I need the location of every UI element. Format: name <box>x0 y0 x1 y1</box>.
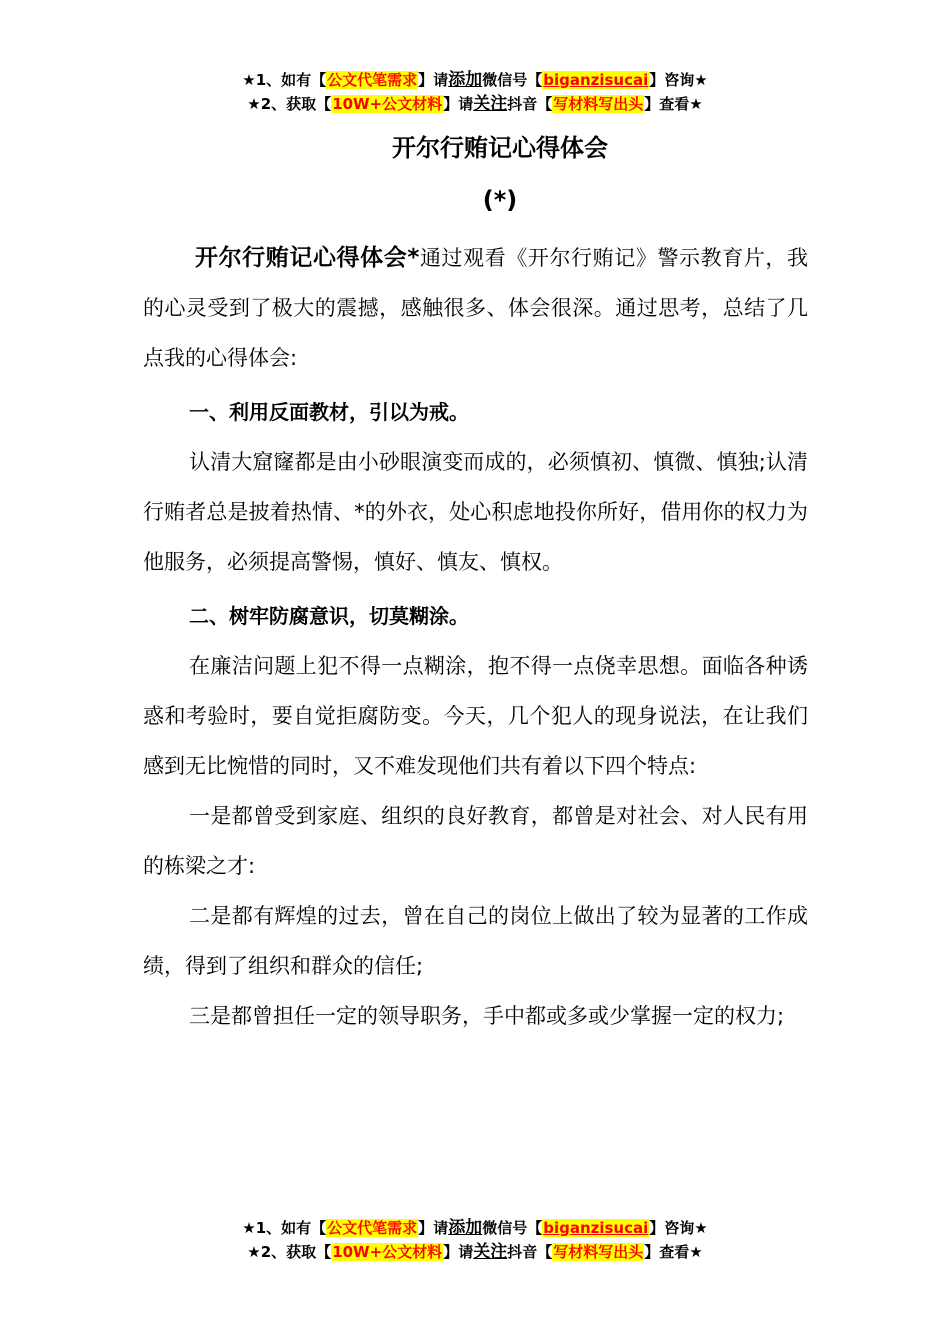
header-ad <box>0 68 950 116</box>
ad-wechat-id: biganzisucai <box>543 1219 649 1237</box>
ad-highlight: 公文代笔需求 <box>327 71 418 89</box>
document-title: 开尔行贿记心得体会 <box>392 134 608 162</box>
lead-bold-text: 开尔行贿记心得体会* <box>195 245 420 271</box>
paragraph-1: 认清大窟窿都是由小砂眼演变而成的，必须慎初、慎微、慎独;认清行贿者总是披着热情、*的外衣，处心积虑地投你所好，借用你的权力为他服务，必须提高警惕，慎好、慎友、慎权。 <box>143 450 808 574</box>
ad-text: 微信号【 <box>482 1219 543 1237</box>
ad-text: 】咨询★ <box>649 1219 708 1237</box>
ad-text: 抖音【 <box>507 1243 553 1261</box>
ad-highlight: 10W+公文材料 <box>332 95 443 113</box>
paragraph-2: 在廉洁问题上犯不得一点糊涂，抱不得一点侥幸思想。面临各种诱惑和考验时，要自觉拒腐防变。今天，几个犯人的现身说法，在让我们感到无比惋惜的同时，又不难发现他们共有着以下四个特点: <box>143 654 808 778</box>
ad-line-1 <box>0 1216 950 1240</box>
paragraph-4: 二是都有辉煌的过去，曾在自己的岗位上做出了较为显著的工作成绩，得到了组织和群众的信任; <box>143 904 808 978</box>
document-body <box>143 233 808 1041</box>
ad-wechat-id: biganzisucai <box>543 71 649 89</box>
lead-paragraph <box>143 233 808 383</box>
ad-text: 】咨询★ <box>649 71 708 89</box>
ad-text: 】请 <box>443 1243 474 1261</box>
ad-emphasis: 关注 <box>473 94 508 114</box>
ad-line-2 <box>0 92 950 116</box>
ad-text: 】请 <box>418 1219 449 1237</box>
ad-text: ★2、获取【 <box>247 1243 332 1261</box>
ad-text: ★2、获取【 <box>247 95 332 113</box>
paragraph-3: 一是都曾受到家庭、组织的良好教育，都曾是对社会、对人民有用的栋梁之才: <box>143 804 808 878</box>
ad-douyin-id: 写材料写出头 <box>553 95 644 113</box>
ad-text: 抖音【 <box>507 95 553 113</box>
ad-text: 】查看★ <box>644 1243 703 1261</box>
section-heading-1: 一、利用反面教材，引以为戒。 <box>189 400 469 424</box>
ad-text: 微信号【 <box>482 71 543 89</box>
paragraph-5: 三是都曾担任一定的领导职务，手中都或多或少掌握一定的权力; <box>189 1004 785 1028</box>
ad-emphasis: 添加 <box>448 1218 483 1238</box>
ad-text: 】请 <box>418 71 449 89</box>
ad-line-1 <box>0 68 950 92</box>
ad-emphasis: 添加 <box>448 70 483 90</box>
lead-text: 通过观看《开尔行贿记》警示教育片，我的心灵受到了极大的震撼，感触很多、体会很深。通过思考，总结了几点我的心得体会: <box>143 246 809 370</box>
ad-highlight: 公文代笔需求 <box>327 1219 418 1237</box>
ad-text: ★1、如有【 <box>242 71 327 89</box>
document-subtitle: (*) <box>482 186 518 214</box>
section-heading-2: 二、树牢防腐意识，切莫糊涂。 <box>189 604 469 628</box>
footer-ad <box>0 1216 950 1264</box>
ad-line-2 <box>0 1240 950 1264</box>
ad-text: ★1、如有【 <box>242 1219 327 1237</box>
ad-text: 】请 <box>443 95 474 113</box>
ad-douyin-id: 写材料写出头 <box>553 1243 644 1261</box>
ad-emphasis: 关注 <box>473 1242 508 1262</box>
ad-text: 】查看★ <box>644 95 703 113</box>
ad-highlight: 10W+公文材料 <box>332 1243 443 1261</box>
